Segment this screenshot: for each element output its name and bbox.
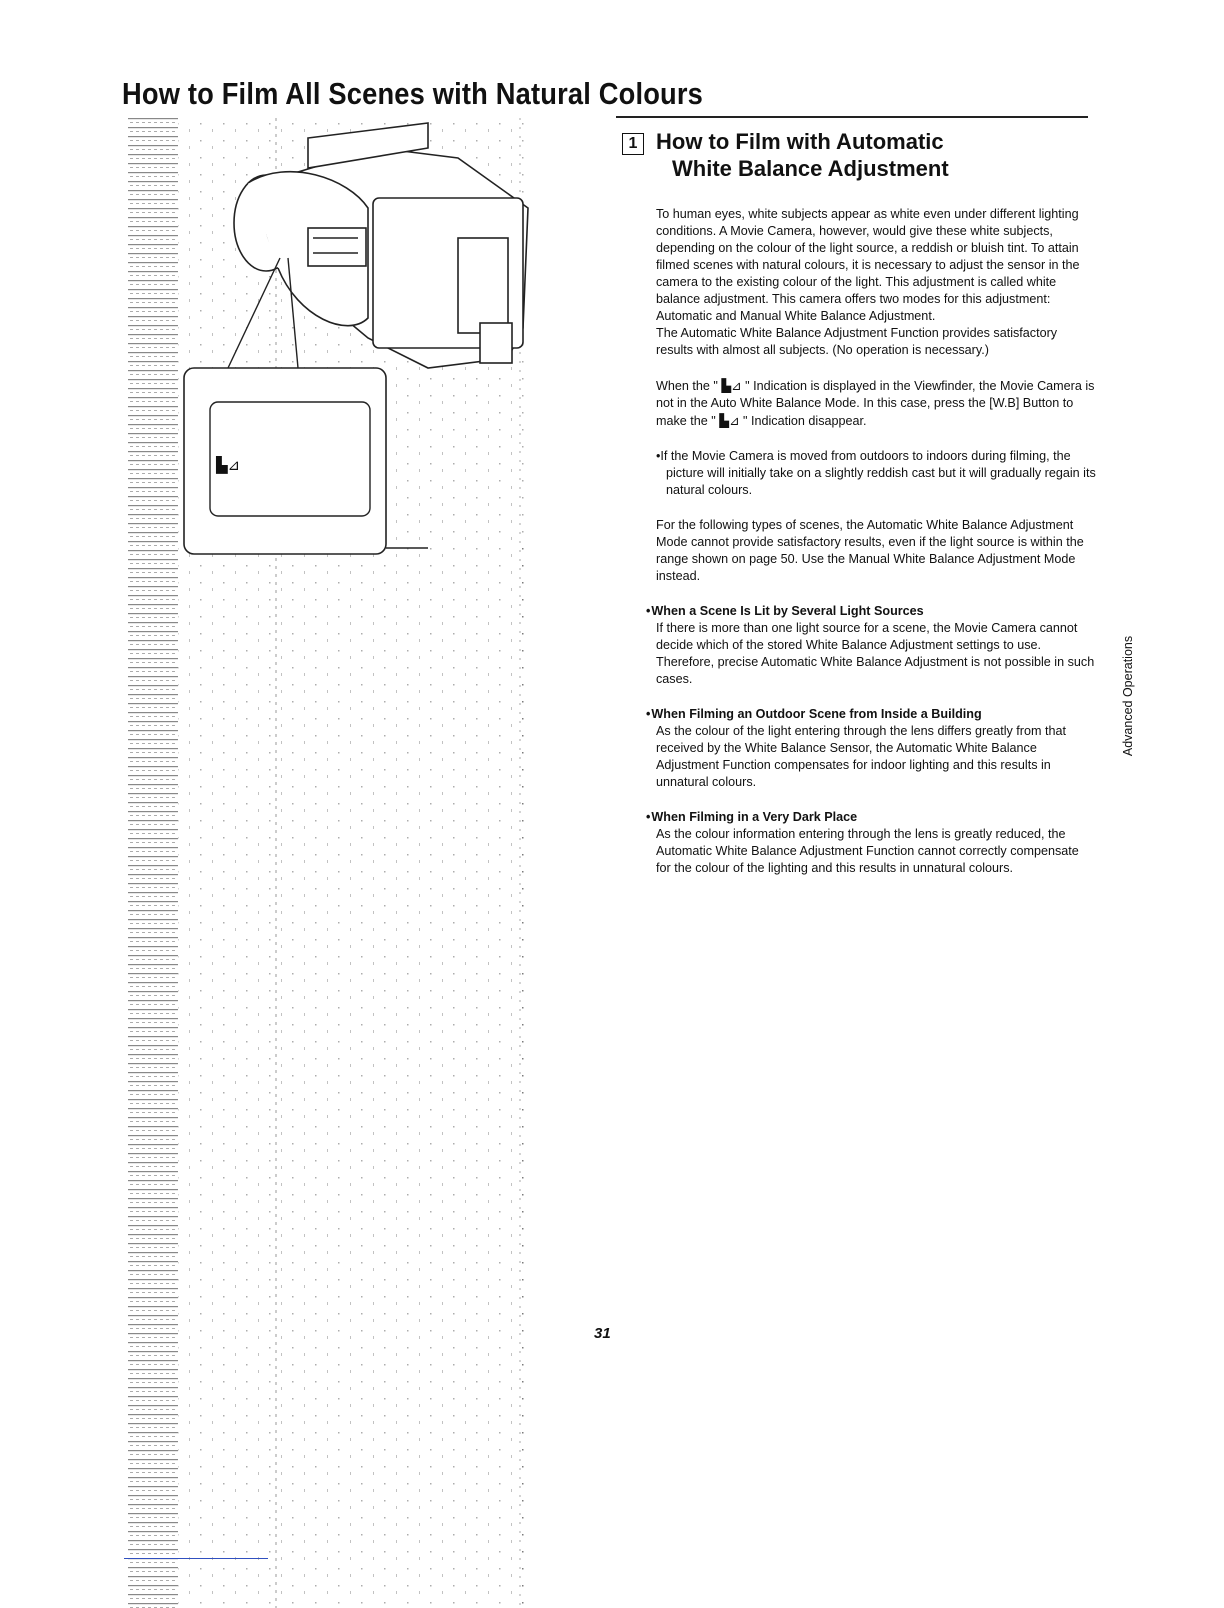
section-title-line1: How to Film with Automatic: [656, 129, 944, 154]
intro-paragraph: [656, 206, 1096, 359]
bullet-text: If there is more than one light source for a scene, the Movie Camera cannot decide which of the stored White Balance Adjustment settings to use. Therefore, precise Automatic White Balance Adjustment is not possible in such cases.: [656, 621, 1095, 686]
side-tab-text: Advanced Operations: [1121, 635, 1135, 757]
bullet-heading: • When a Scene Is Lit by Several Light Sources: [646, 603, 1096, 620]
awb-indicator-icon: ▙⊿: [721, 378, 742, 393]
section-heading: [628, 128, 1096, 182]
awb-indicator-icon-2: ▙⊿: [719, 413, 740, 428]
section-number: 1: [622, 133, 644, 155]
indication-text-b: " Indication is displayed in the Viewfinder, the Movie Camera is not in the Auto White Balance Mode. In this case, press the [W.B] Button to make the ": [656, 379, 1095, 428]
intro-text: To human eyes, white subjects appear as white even under different lighting conditions. A Movie Camera, however, would give these white subjects, depending on the colour of the light source, a reddish or bluish tint. To attain filmed scenes with natural colours, it is necessary to adjust the sensor in the camera to the existing colour of the light. This adjustment is called white balance adjustment. This camera offers two modes for this adjustment: Automatic and Manual White Balance Adjustment.: [656, 207, 1080, 323]
camera-illustration: [128, 118, 608, 1608]
side-tab-label: [1118, 626, 1138, 766]
bullet-text: As the colour of the light entering through the lens differs greatly from that received by the White Balance Sensor, the Automatic White Balance Adjustment Function compensates for indoor lighting and this results in unnatural colours.: [656, 724, 1066, 789]
bullet-heading: • When Filming in a Very Dark Place: [646, 809, 1096, 826]
outdoors-note: •If the Movie Camera is moved from outdoors to indoors during filming, the picture will initially take on a slightly reddish cast but it will gradually regain its natural colours.: [656, 449, 1096, 497]
viewfinder-awb-icon: ▙⊿: [216, 456, 241, 474]
indication-paragraph: [656, 377, 1096, 430]
intro-text-2: The Automatic White Balance Adjustment Function provides satisfactory results with almost all subjects. (No operation is necessary.): [656, 326, 1058, 357]
bullet-item: [651, 603, 1096, 688]
indication-text-c: " Indication disappear.: [739, 414, 867, 428]
bullet-text: As the colour information entering through the lens is greatly reduced, the Automatic White Balance Adjustment Function cannot correctly compensate for the colour of the lighting and this results in unnatural colours.: [656, 827, 1079, 875]
page-number: 31: [594, 1325, 611, 1342]
indication-text-a: When the ": [656, 379, 722, 393]
section-title: [656, 128, 1096, 182]
title-rule: [616, 116, 1088, 118]
bullet-heading: • When Filming an Outdoor Scene from Inside a Building: [646, 706, 1096, 723]
bullet-item: [651, 809, 1096, 877]
following-paragraph: For the following types of scenes, the Automatic White Balance Adjustment Mode cannot provide satisfactory results, even if the light source is within the range shown on page 50. Use the Manual White Balance Adjustment Mode instead.: [656, 518, 1084, 583]
bullet-item: [651, 706, 1096, 791]
right-column: [628, 128, 1096, 895]
page-title: How to Film All Scenes with Natural Colours: [122, 76, 704, 111]
section-title-line2: White Balance Adjustment: [672, 156, 949, 181]
footer-rule: [124, 1558, 268, 1559]
